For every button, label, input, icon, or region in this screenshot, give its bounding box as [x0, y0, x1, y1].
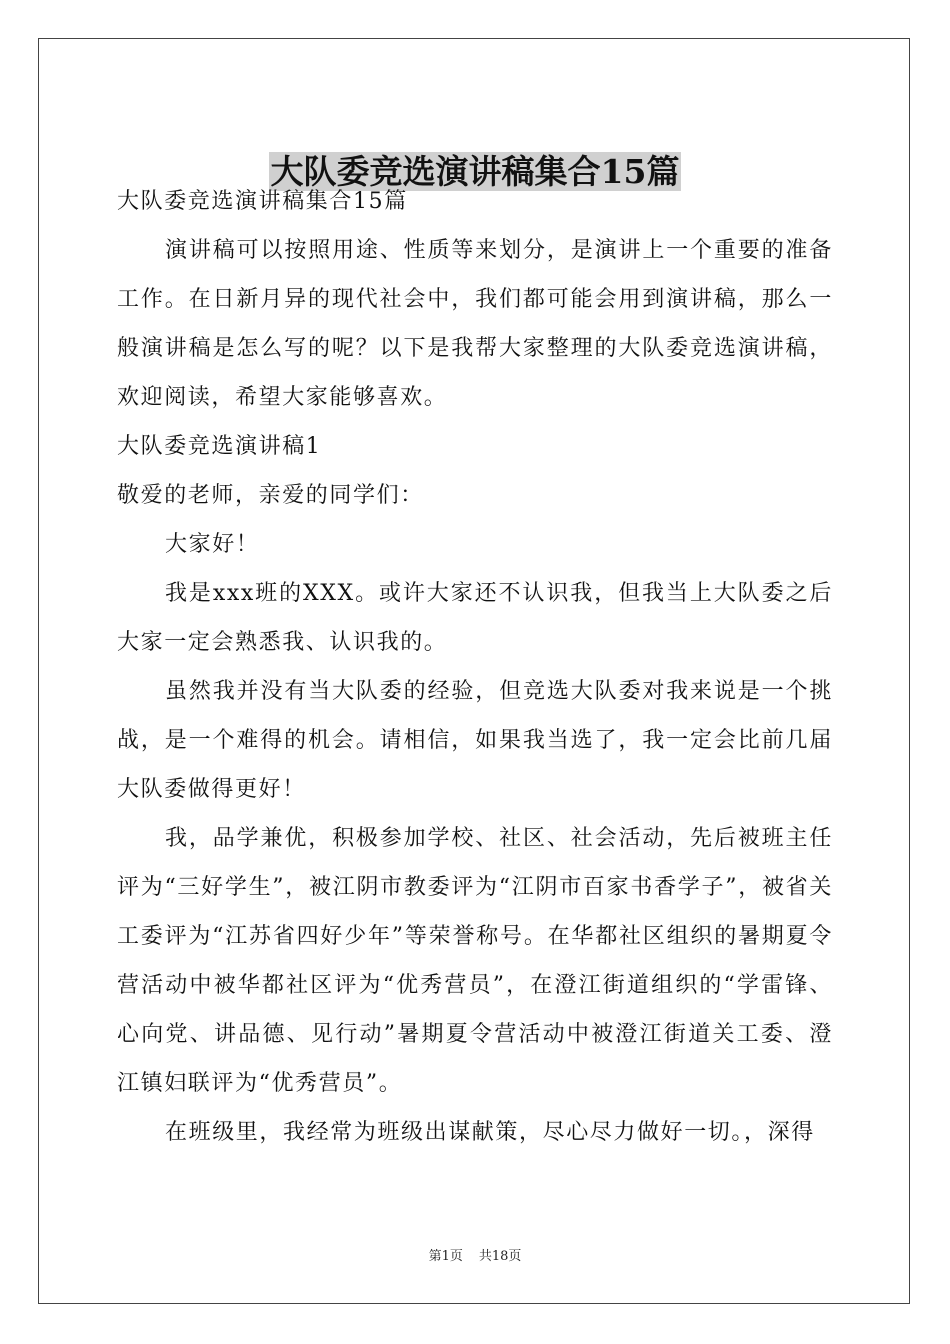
- paragraph: 敬爱的老师，亲爱的同学们：: [117, 483, 424, 508]
- paragraph: 演讲稿可以按照用途、性质等来划分，是演讲上一个重要的准备工作。在日新月异的现代社会中，我们都可能会用到演讲稿，那么一般演讲稿是怎么写的呢？以下是我帮大家整理的大队委竞选演讲稿，欢迎阅读，希望大家能够喜欢。: [117, 238, 833, 410]
- paragraph: 我，品学兼优，积极参加学校、社区、社会活动，先后被班主任评为“三好学生”，被江阴市教委评为“江阴市百家书香学子”，被省关工委评为“江苏省四好少年”等荣誉称号。在华都社区组织的暑期夏令营活动中被华都社区评为“优秀营员”，在澄江街道组织的“学雷锋、心向党、讲品德、见行动”暑期夏令营活动中被澄江街道关工委、澄江镇妇联评为“优秀营员”。: [117, 826, 833, 1096]
- document-title-text: 大队委竞选演讲稿集合15篇: [270, 152, 680, 192]
- page-footer: [0, 1248, 950, 1266]
- paragraph: 大家好！: [165, 532, 260, 557]
- paragraph: 大队委竞选演讲稿1: [117, 434, 322, 459]
- document-body: [117, 177, 833, 1157]
- paragraph: 我是xxx班的XXX。或许大家还不认识我，但我当上大队委之后大家一定会熟悉我、认识我的。: [117, 581, 833, 655]
- paragraph: 虽然我并没有当大队委的经验，但竞选大队委对我来说是一个挑战，是一个难得的机会。请相信，如果我当选了，我一定会比前几届大队委做得更好！: [117, 679, 833, 802]
- paragraph: 大队委竞选演讲稿集合15篇: [117, 189, 408, 214]
- page-total: 共18页: [478, 1249, 522, 1264]
- page-number: 第1页: [428, 1249, 463, 1264]
- paragraph: 在班级里，我经常为班级出谋献策，尽心尽力做好一切。，深得: [165, 1120, 815, 1145]
